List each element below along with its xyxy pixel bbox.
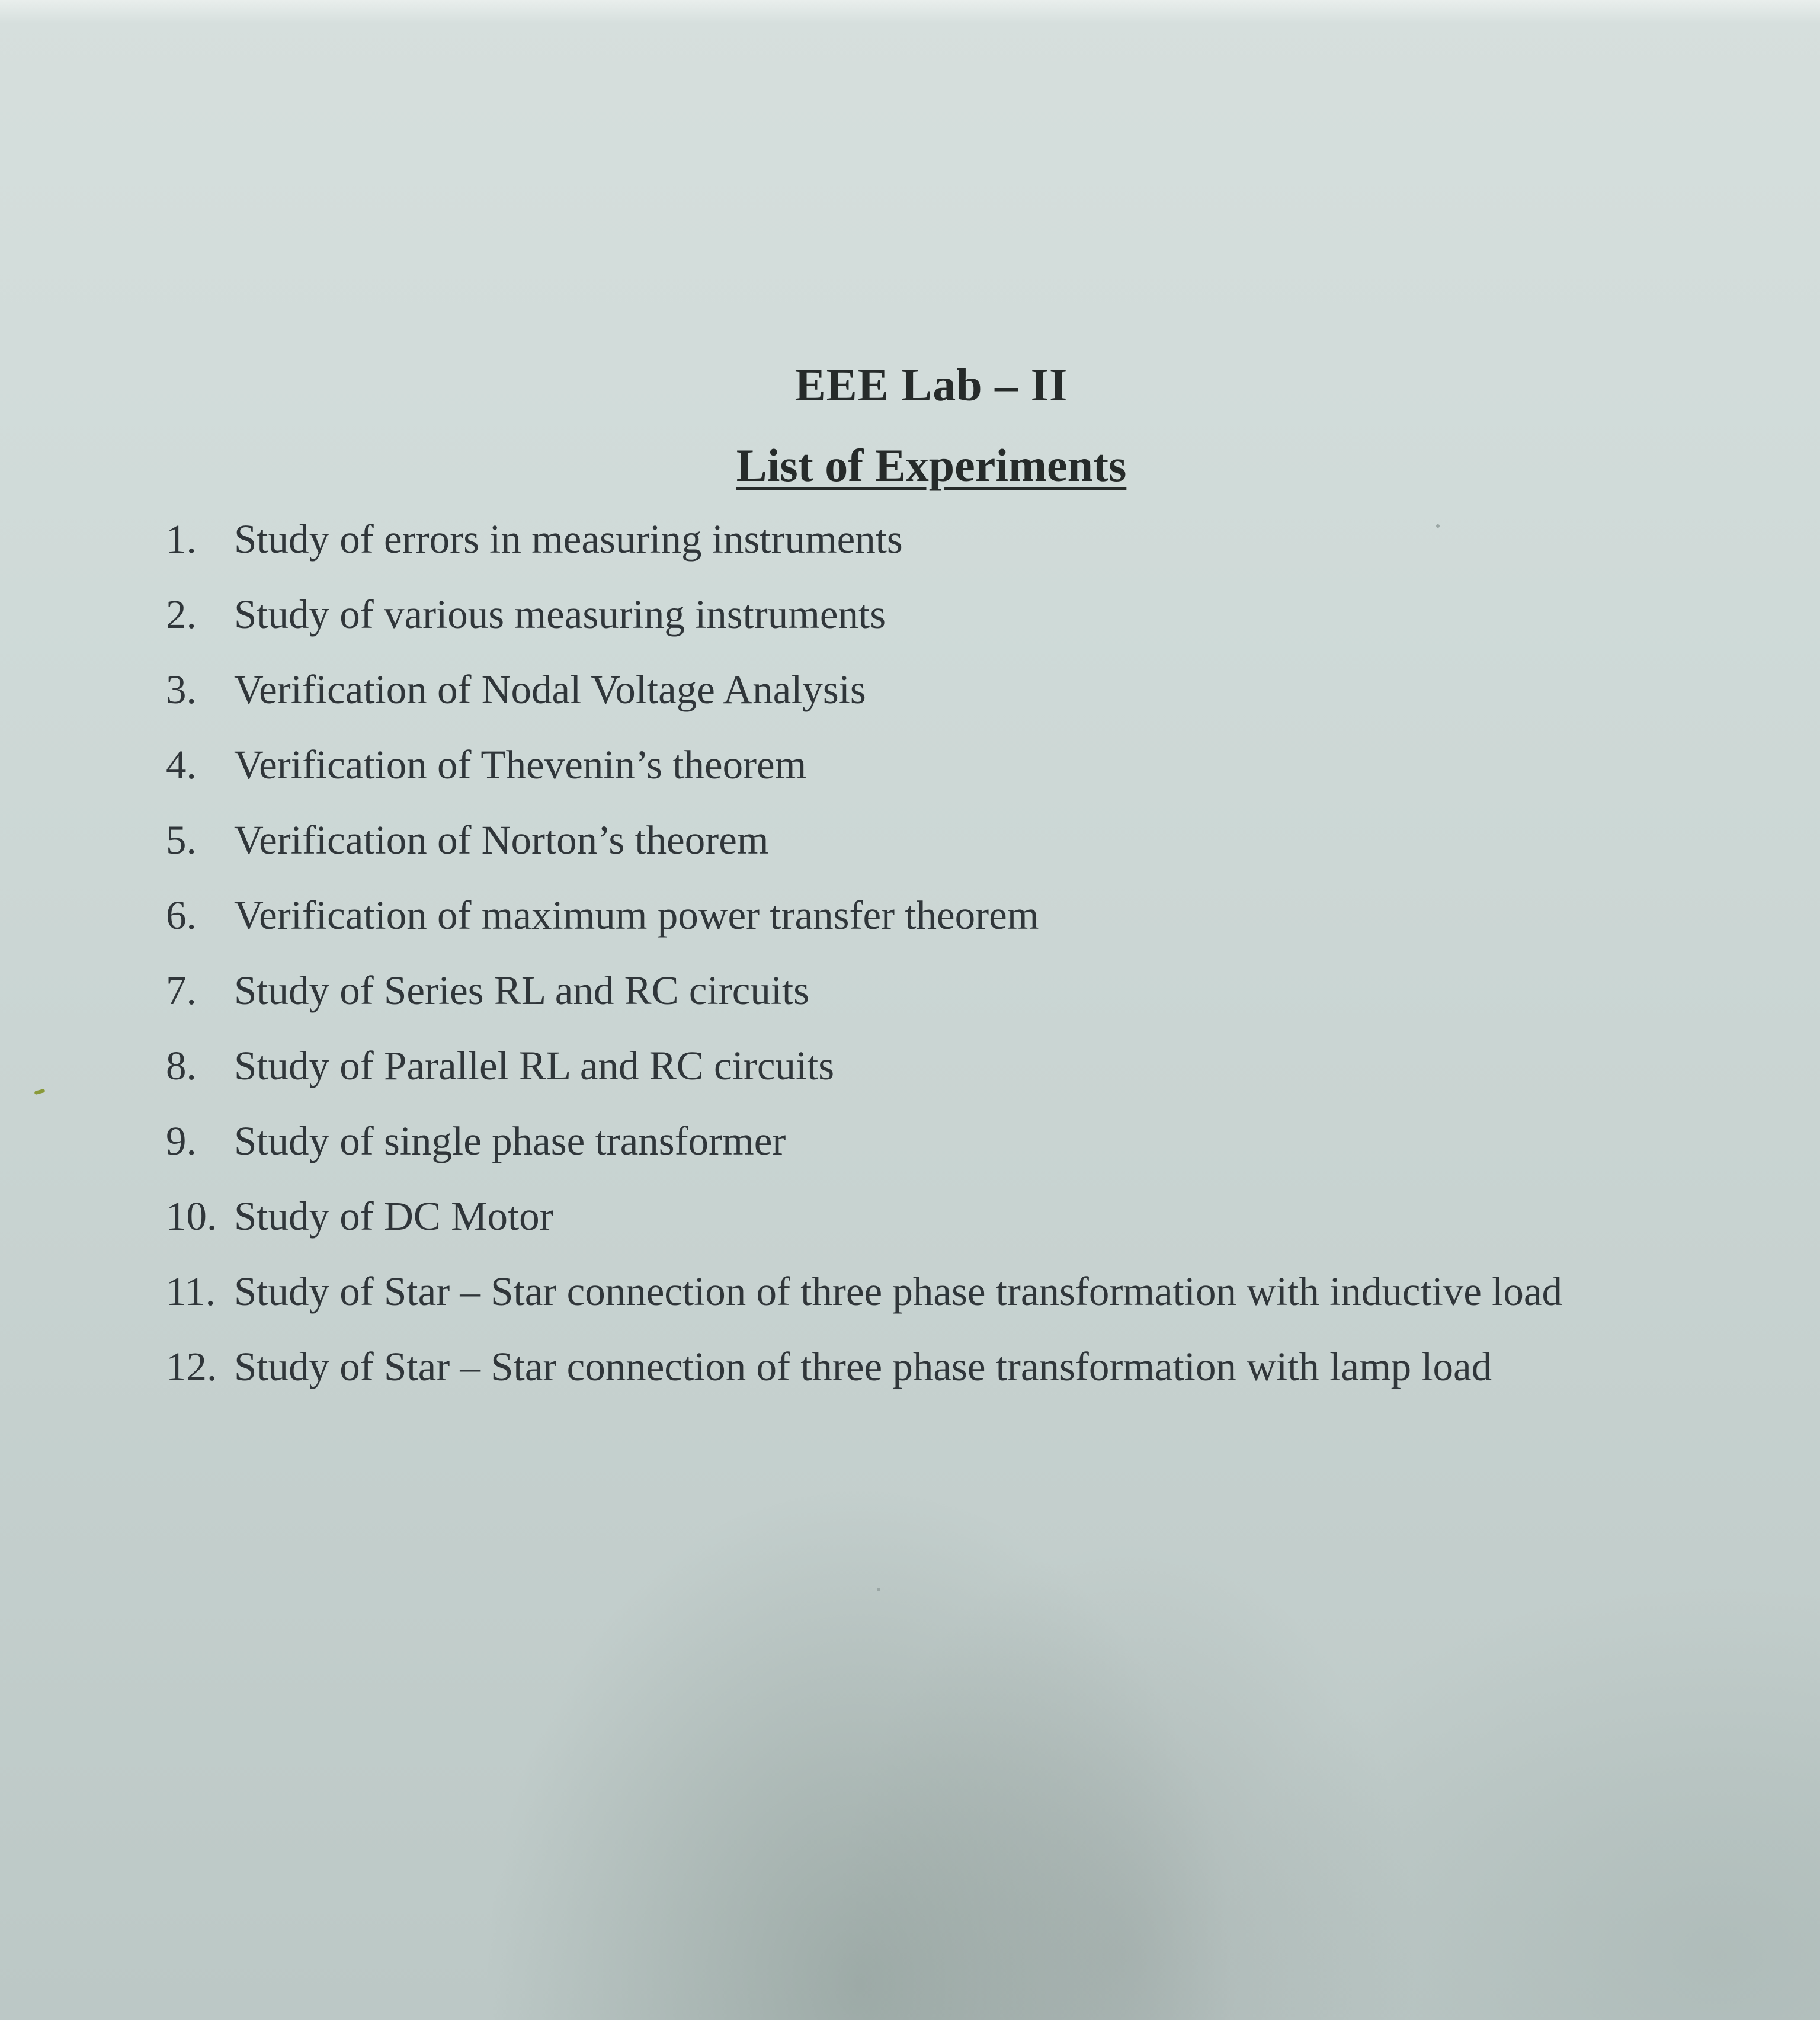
document-header xyxy=(0,355,1820,495)
item-number: 11. xyxy=(166,1269,216,1314)
item-text: Verification of Nodal Voltage Analysis xyxy=(234,667,866,712)
list-item xyxy=(166,1337,1562,1412)
item-text: Study of DC Motor xyxy=(234,1194,553,1239)
list-item xyxy=(166,585,1562,660)
item-number: 10. xyxy=(166,1194,217,1239)
item-text: Study of Parallel RL and RC circuits xyxy=(234,1043,835,1088)
list-item xyxy=(166,1111,1562,1187)
list-item xyxy=(166,1262,1562,1337)
list-item xyxy=(166,660,1562,735)
list-item xyxy=(166,1036,1562,1111)
item-text: Study of single phase transformer xyxy=(234,1118,786,1163)
paper-speck xyxy=(34,1089,46,1095)
item-text: Study of various measuring instruments xyxy=(234,592,886,637)
item-number: 3. xyxy=(166,667,197,712)
experiment-list xyxy=(166,509,1562,1412)
item-text: Verification of maximum power transfer theorem xyxy=(234,893,1039,938)
item-number: 4. xyxy=(166,742,197,787)
item-number: 2. xyxy=(166,592,197,637)
item-number: 6. xyxy=(166,893,197,938)
page-title: EEE Lab – II xyxy=(794,359,1068,411)
page-subtitle: List of Experiments xyxy=(736,440,1127,491)
list-item xyxy=(166,961,1562,1036)
item-number: 12. xyxy=(166,1344,217,1389)
item-number: 9. xyxy=(166,1118,197,1163)
item-text: Verification of Thevenin’s theorem xyxy=(234,742,807,787)
paper-top-edge xyxy=(0,0,1820,24)
item-number: 7. xyxy=(166,968,197,1013)
item-text: Study of Star – Star connection of three phase transformation with lamp load xyxy=(234,1344,1492,1389)
list-item xyxy=(166,810,1562,886)
paper-dot xyxy=(877,1588,880,1591)
list-item xyxy=(166,886,1562,961)
list-item xyxy=(166,1187,1562,1262)
item-number: 1. xyxy=(166,517,197,562)
list-item xyxy=(166,509,1562,585)
item-text: Verification of Norton’s theorem xyxy=(234,817,769,862)
item-text: Study of Series RL and RC circuits xyxy=(234,968,810,1013)
item-number: 5. xyxy=(166,817,197,862)
item-text: Study of errors in measuring instruments xyxy=(234,517,903,562)
item-number: 8. xyxy=(166,1043,197,1088)
item-text: Study of Star – Star connection of three phase transformation with inductive load xyxy=(234,1269,1562,1314)
list-item xyxy=(166,735,1562,810)
